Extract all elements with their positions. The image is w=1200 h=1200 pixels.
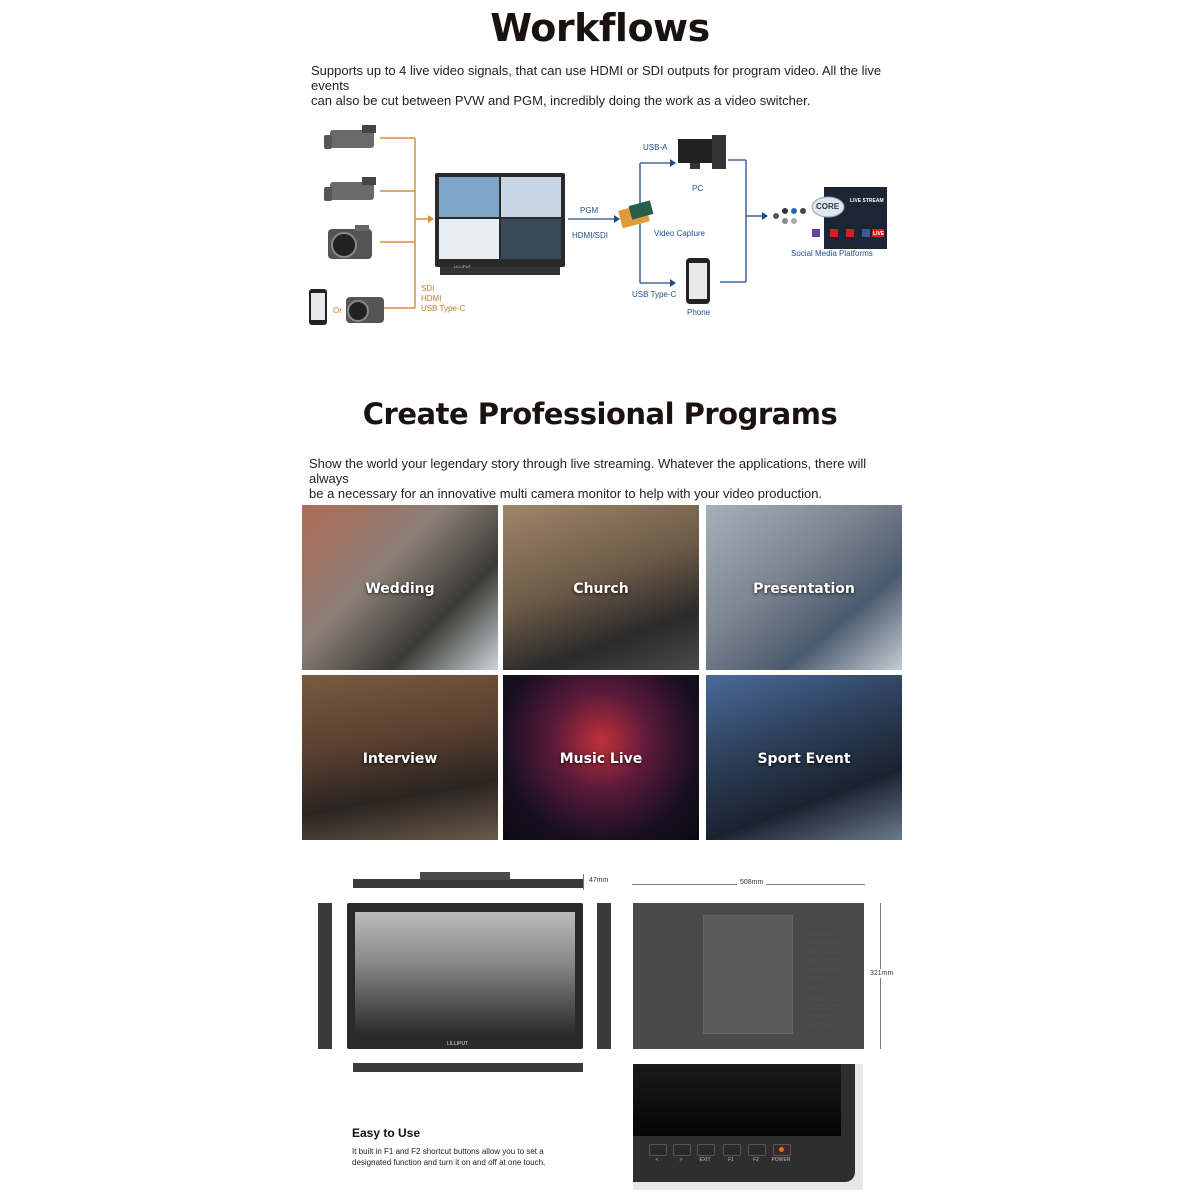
menu-right-button[interactable] [673, 1144, 691, 1156]
monitor-top-vent [420, 872, 510, 880]
workflow-diagram [300, 115, 900, 330]
tile-presentation [706, 505, 902, 670]
easy-description-line-2: designated function and turn it on and off at one touch. [352, 1158, 546, 1167]
power-button[interactable] [773, 1144, 791, 1156]
port-label: Upgrade [810, 1018, 828, 1024]
social-media-icons [773, 187, 887, 249]
port-label: SDI in 1 [810, 962, 827, 968]
workflows-description-line-2: can also be cut between PVW and PGM, incredibly doing the work as a video switcher. [311, 93, 811, 108]
programs-title: Create Professional Programs [362, 397, 838, 431]
input-label-hdmi: HDMI [421, 294, 442, 303]
programs-description [309, 456, 909, 501]
tile-church [503, 505, 699, 670]
live-stream-text: LIVE STREAM [850, 198, 884, 204]
pgm-label: PGM [580, 206, 599, 215]
input-label-sdi: SDI [421, 284, 435, 293]
monitor-top-view [353, 879, 583, 888]
easy-description-line-1: It built in F1 and F2 shortcut buttons allow you to set a [352, 1147, 544, 1156]
monitor-bottom-view [353, 1063, 583, 1072]
phone-icon [686, 258, 710, 304]
video-camera-icon [324, 177, 376, 201]
port-label: SDI Loop out 1 [810, 953, 841, 959]
easy-to-use-title: Easy to Use [352, 1126, 421, 1140]
programs-description-line-2: be a necessary for an innovative multi camera monitor to help with your video production. [309, 486, 823, 501]
workflows-title: Workflows [490, 6, 710, 50]
live-badge-text: LIVE [873, 231, 885, 237]
programs-description-line-1: Show the world your legendary story through live streaming. Whatever the applications, there will always [309, 456, 867, 486]
dslr-camera-icon [346, 297, 384, 323]
input-label-usb-type-c: USB Type-C [421, 304, 466, 313]
multiview-monitor-icon [435, 173, 565, 275]
tile-caption: Music Live [559, 751, 643, 767]
button-label-f1: F1 [728, 1157, 734, 1163]
monitor-brand-text: LILLIPUT [454, 264, 471, 269]
core-logo-text: CORE [816, 202, 840, 211]
dslr-camera-icon [328, 225, 372, 259]
port-label: HDMI in 2 [810, 981, 831, 987]
tile-caption: Church [573, 581, 629, 597]
hdmi-sdi-label: HDMI/SDI [572, 231, 608, 240]
pc-label: PC [692, 184, 704, 193]
port-label: USB Type-C [810, 1008, 835, 1014]
social-media-label: Social Media Platforms [791, 249, 873, 258]
f2-button[interactable] [748, 1144, 766, 1156]
button-closeup-photo [633, 1064, 863, 1190]
port-label: SDI Loop out 2 [810, 935, 841, 941]
button-label-f2: F2 [753, 1157, 759, 1163]
workflows-description [311, 63, 911, 108]
button-label-power: POWER [771, 1157, 791, 1163]
monitor-front-view [347, 903, 583, 1049]
tile-caption: Interview [362, 751, 438, 767]
tile-sport-event [706, 675, 902, 840]
width-dimension: 508mm [737, 879, 766, 886]
port-label: Earphone Jack [810, 999, 841, 1005]
button-label-left: < [655, 1157, 659, 1163]
port-label: SDI in 2 [810, 944, 827, 950]
depth-dimension: 47mm [589, 877, 609, 884]
input-or-label: Or [333, 306, 342, 315]
pc-icon [678, 135, 726, 169]
phone-label: Phone [687, 308, 711, 317]
port-label: DC 12-24V [810, 1027, 833, 1033]
port-label: SDI PGM out [810, 926, 837, 931]
tile-caption: Presentation [753, 581, 855, 597]
tile-wedding [302, 505, 498, 670]
menu-left-button[interactable] [649, 1144, 667, 1156]
button-label-exit: EXIT [699, 1157, 711, 1163]
video-camera-icon [324, 125, 376, 149]
tile-caption: Sport Event [757, 751, 851, 767]
front-brand-text: LILLIPUT [447, 1041, 469, 1047]
monitor-left-side-view [318, 903, 332, 1049]
tile-caption: Wedding [365, 581, 435, 597]
usb-type-c-label: USB Type-C [632, 290, 677, 299]
monitor-right-side-view [597, 903, 611, 1049]
input-labels [421, 284, 465, 314]
port-labels [810, 924, 841, 1034]
f1-button[interactable] [723, 1144, 741, 1156]
port-label: HDMI in 1 [810, 990, 831, 996]
usb-a-label: USB-A [643, 143, 668, 152]
height-dimension: 321mm [870, 970, 894, 977]
button-label-right: > [679, 1157, 683, 1163]
video-capture-device-icon [618, 200, 653, 228]
tile-music-live [503, 675, 699, 840]
depth-line [583, 874, 584, 890]
easy-to-use-description [352, 1146, 545, 1168]
video-capture-label: Video Capture [654, 229, 705, 238]
tile-interview [302, 675, 498, 840]
port-label: HDMI PGM out [810, 972, 841, 978]
workflows-description-line-1: Supports up to 4 live video signals, that can use HDMI or SDI outputs for program video. All the live events [311, 63, 882, 93]
exit-button[interactable] [697, 1144, 715, 1156]
